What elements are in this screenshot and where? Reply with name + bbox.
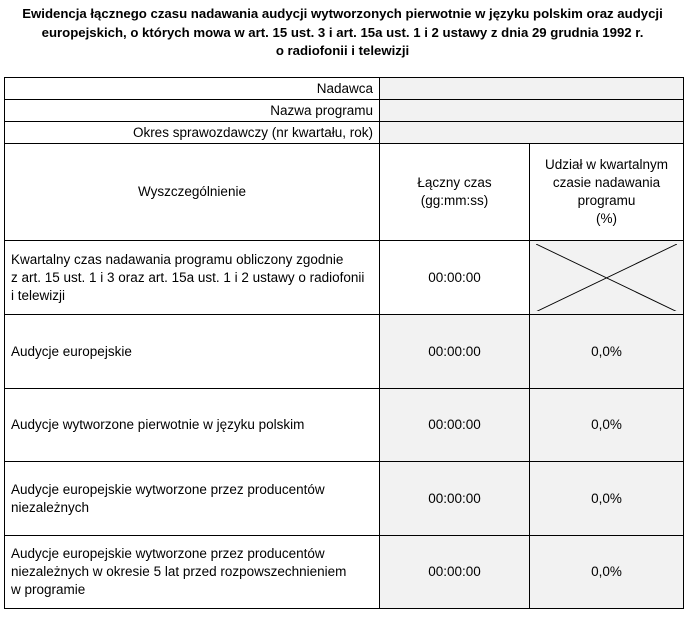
row-label-line-3: i telewizji <box>11 287 66 303</box>
row-label-line-2: niezależnych <box>11 499 90 515</box>
row-label-independent-producers <box>5 462 380 536</box>
table-row <box>5 315 684 389</box>
table-row <box>5 462 684 536</box>
european-time-value[interactable]: 00:00:00 <box>380 315 530 389</box>
european-share-value[interactable]: 0,0% <box>530 315 684 389</box>
independent-recent-share-value[interactable]: 0,0% <box>530 536 684 609</box>
column-header-specification: Wyszczególnienie <box>5 144 380 241</box>
share-header-line-4: (%) <box>596 211 617 226</box>
table-row <box>5 241 684 315</box>
title-line-3: o radiofonii i telewizji <box>275 43 410 58</box>
crossed-out-cell <box>530 241 684 315</box>
total-time-header-line-2: (gg:mm:ss) <box>420 193 489 208</box>
report-table <box>4 77 684 609</box>
row-label-line-3: w programie <box>11 582 86 597</box>
row-label-line-2: niezależnych w okresie 5 lat przed rozpowszechnieniem <box>11 564 347 579</box>
period-row <box>5 122 684 144</box>
share-header-line-1: Udział w kwartalnym <box>544 157 669 172</box>
share-header-line-2: czasie nadawania <box>552 175 661 190</box>
table-row <box>5 536 684 609</box>
row-label-line-1: Audycje europejskie wytworzone przez producentów <box>11 546 325 561</box>
independent-share-value[interactable]: 0,0% <box>530 462 684 536</box>
period-field[interactable] <box>380 122 684 144</box>
title-line-2: europejskich, o których mowa w art. 15 ust. 3 i art. 15a ust. 1 i 2 ustawy z dnia 29 grudnia 1992 r. <box>41 24 644 40</box>
row-label-line-2: z art. 15 ust. 1 i 3 oraz art. 15a ust. 1 i 2 ustawy o radiofonii <box>11 269 365 285</box>
row-label-quarterly-time <box>5 241 380 315</box>
program-name-field[interactable] <box>380 100 684 122</box>
independent-time-value[interactable]: 00:00:00 <box>380 462 530 536</box>
row-label-polish-original: Audycje wytworzone pierwotnie w języku polskim <box>5 389 380 462</box>
row-label-line-1: Kwartalny czas nadawania programu obliczony zgodnie <box>11 251 344 267</box>
column-header-row <box>5 144 684 241</box>
share-header-line-3: programu <box>577 193 636 208</box>
row-label-line-1: Audycje europejskie wytworzone przez producentów <box>11 481 325 497</box>
row-label-independent-recent <box>5 536 380 609</box>
broadcaster-field[interactable] <box>380 78 684 100</box>
cross-icon <box>536 244 677 312</box>
polish-time-value[interactable]: 00:00:00 <box>380 389 530 462</box>
quarterly-time-value[interactable]: 00:00:00 <box>380 241 530 315</box>
row-label-european: Audycje europejskie <box>5 315 380 389</box>
program-name-label: Nazwa programu <box>5 100 380 122</box>
total-time-header-line-1: Łączny czas <box>417 175 492 190</box>
program-name-row <box>5 100 684 122</box>
column-header-total-time <box>380 144 530 241</box>
broadcaster-row <box>5 78 684 100</box>
independent-recent-time-value[interactable]: 00:00:00 <box>380 536 530 609</box>
broadcaster-label: Nadawca <box>5 78 380 100</box>
document-title <box>0 5 685 61</box>
table-row <box>5 389 684 462</box>
period-label: Okres sprawozdawczy (nr kwartału, rok) <box>5 122 380 144</box>
title-line-1: Ewidencja łącznego czasu nadawania audycji wytworzonych pierwotnie w języku polskim oraz audycji <box>22 6 663 21</box>
column-header-share <box>530 144 684 241</box>
polish-share-value[interactable]: 0,0% <box>530 389 684 462</box>
